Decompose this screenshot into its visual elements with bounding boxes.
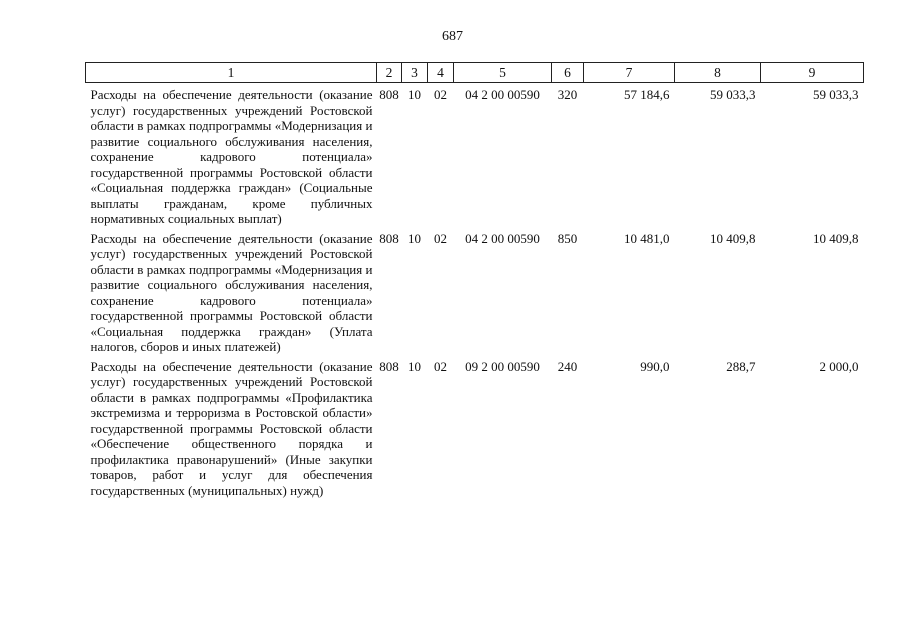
budget-table	[85, 62, 864, 498]
column-header-9: 9	[761, 63, 864, 83]
row-col-6: 850	[557, 230, 578, 246]
row-col-8: 10 409,8	[710, 230, 756, 246]
column-header-4: 4	[428, 63, 454, 83]
page-number: 687	[442, 29, 463, 44]
row-col-7: 990,0	[640, 358, 670, 374]
row-col-4: 02	[434, 230, 447, 246]
table-header-row	[86, 63, 864, 83]
row-col-9: 10 409,8	[813, 230, 859, 246]
row-col-4: 02	[434, 358, 447, 374]
row-col-3: 10	[408, 358, 421, 374]
column-header-8: 8	[675, 63, 761, 83]
column-header-7: 7	[584, 63, 675, 83]
row-col-5: 04 2 00 00590	[465, 230, 540, 246]
row-col-9: 59 033,3	[813, 87, 859, 102]
column-header-3: 3	[402, 63, 428, 83]
row-col-7: 10 481,0	[624, 230, 670, 246]
column-header-5: 5	[454, 63, 552, 83]
row-col-5: 09 2 00 00590	[465, 358, 540, 374]
row-description: Расходы на обеспечение деятельности (оказание услуг) государственных учреждений Ростовской области в рамках подпрограммы «Профилактика экстремизма и терроризма в Ростовской области» государственной программы Ростовской области «Обеспечение общественного порядка и профилактика правонарушений» (Иные закупки товаров, работ и услуг для обеспечения государственных (муниципальных) нужд)	[90, 358, 373, 498]
row-col-3: 10	[408, 230, 421, 246]
row-col-2: 808	[379, 230, 399, 246]
row-col-6: 240	[557, 358, 578, 374]
row-col-4: 02	[434, 87, 447, 102]
row-col-6: 320	[557, 87, 578, 102]
table-row	[86, 355, 864, 499]
row-col-7: 57 184,6	[624, 87, 670, 102]
table-row	[86, 83, 864, 227]
row-col-2: 808	[379, 358, 399, 374]
row-col-8: 59 033,3	[710, 87, 756, 102]
column-header-2: 2	[377, 63, 402, 83]
row-col-5: 04 2 00 00590	[465, 87, 540, 102]
row-col-3: 10	[408, 87, 421, 102]
table-row	[86, 227, 864, 355]
row-description: Расходы на обеспечение деятельности (оказание услуг) государственных учреждений Ростовской области в рамках подпрограммы «Модернизация и развитие социального обслуживания населения, сохранение кадрового потенциала» государственной программы Ростовской области «Социальная поддержка граждан» (Уплата налогов, сборов и иных платежей)	[90, 230, 373, 354]
row-description: Расходы на обеспечение деятельности (оказание услуг) государственных учреждений Ростовской области в рамках подпрограммы «Модернизация и развитие социального обслуживания населения, сохранение кадрового потенциала» государственной программы Ростовской области «Социальная поддержка граждан» (Социальные выплаты гражданам, кроме публичных нормативных социальных выплат)	[90, 87, 373, 226]
column-header-6: 6	[552, 63, 584, 83]
row-col-9: 2 000,0	[819, 358, 859, 374]
row-col-8: 288,7	[726, 358, 756, 374]
row-col-2: 808	[379, 87, 399, 102]
column-header-1: 1	[86, 63, 377, 83]
